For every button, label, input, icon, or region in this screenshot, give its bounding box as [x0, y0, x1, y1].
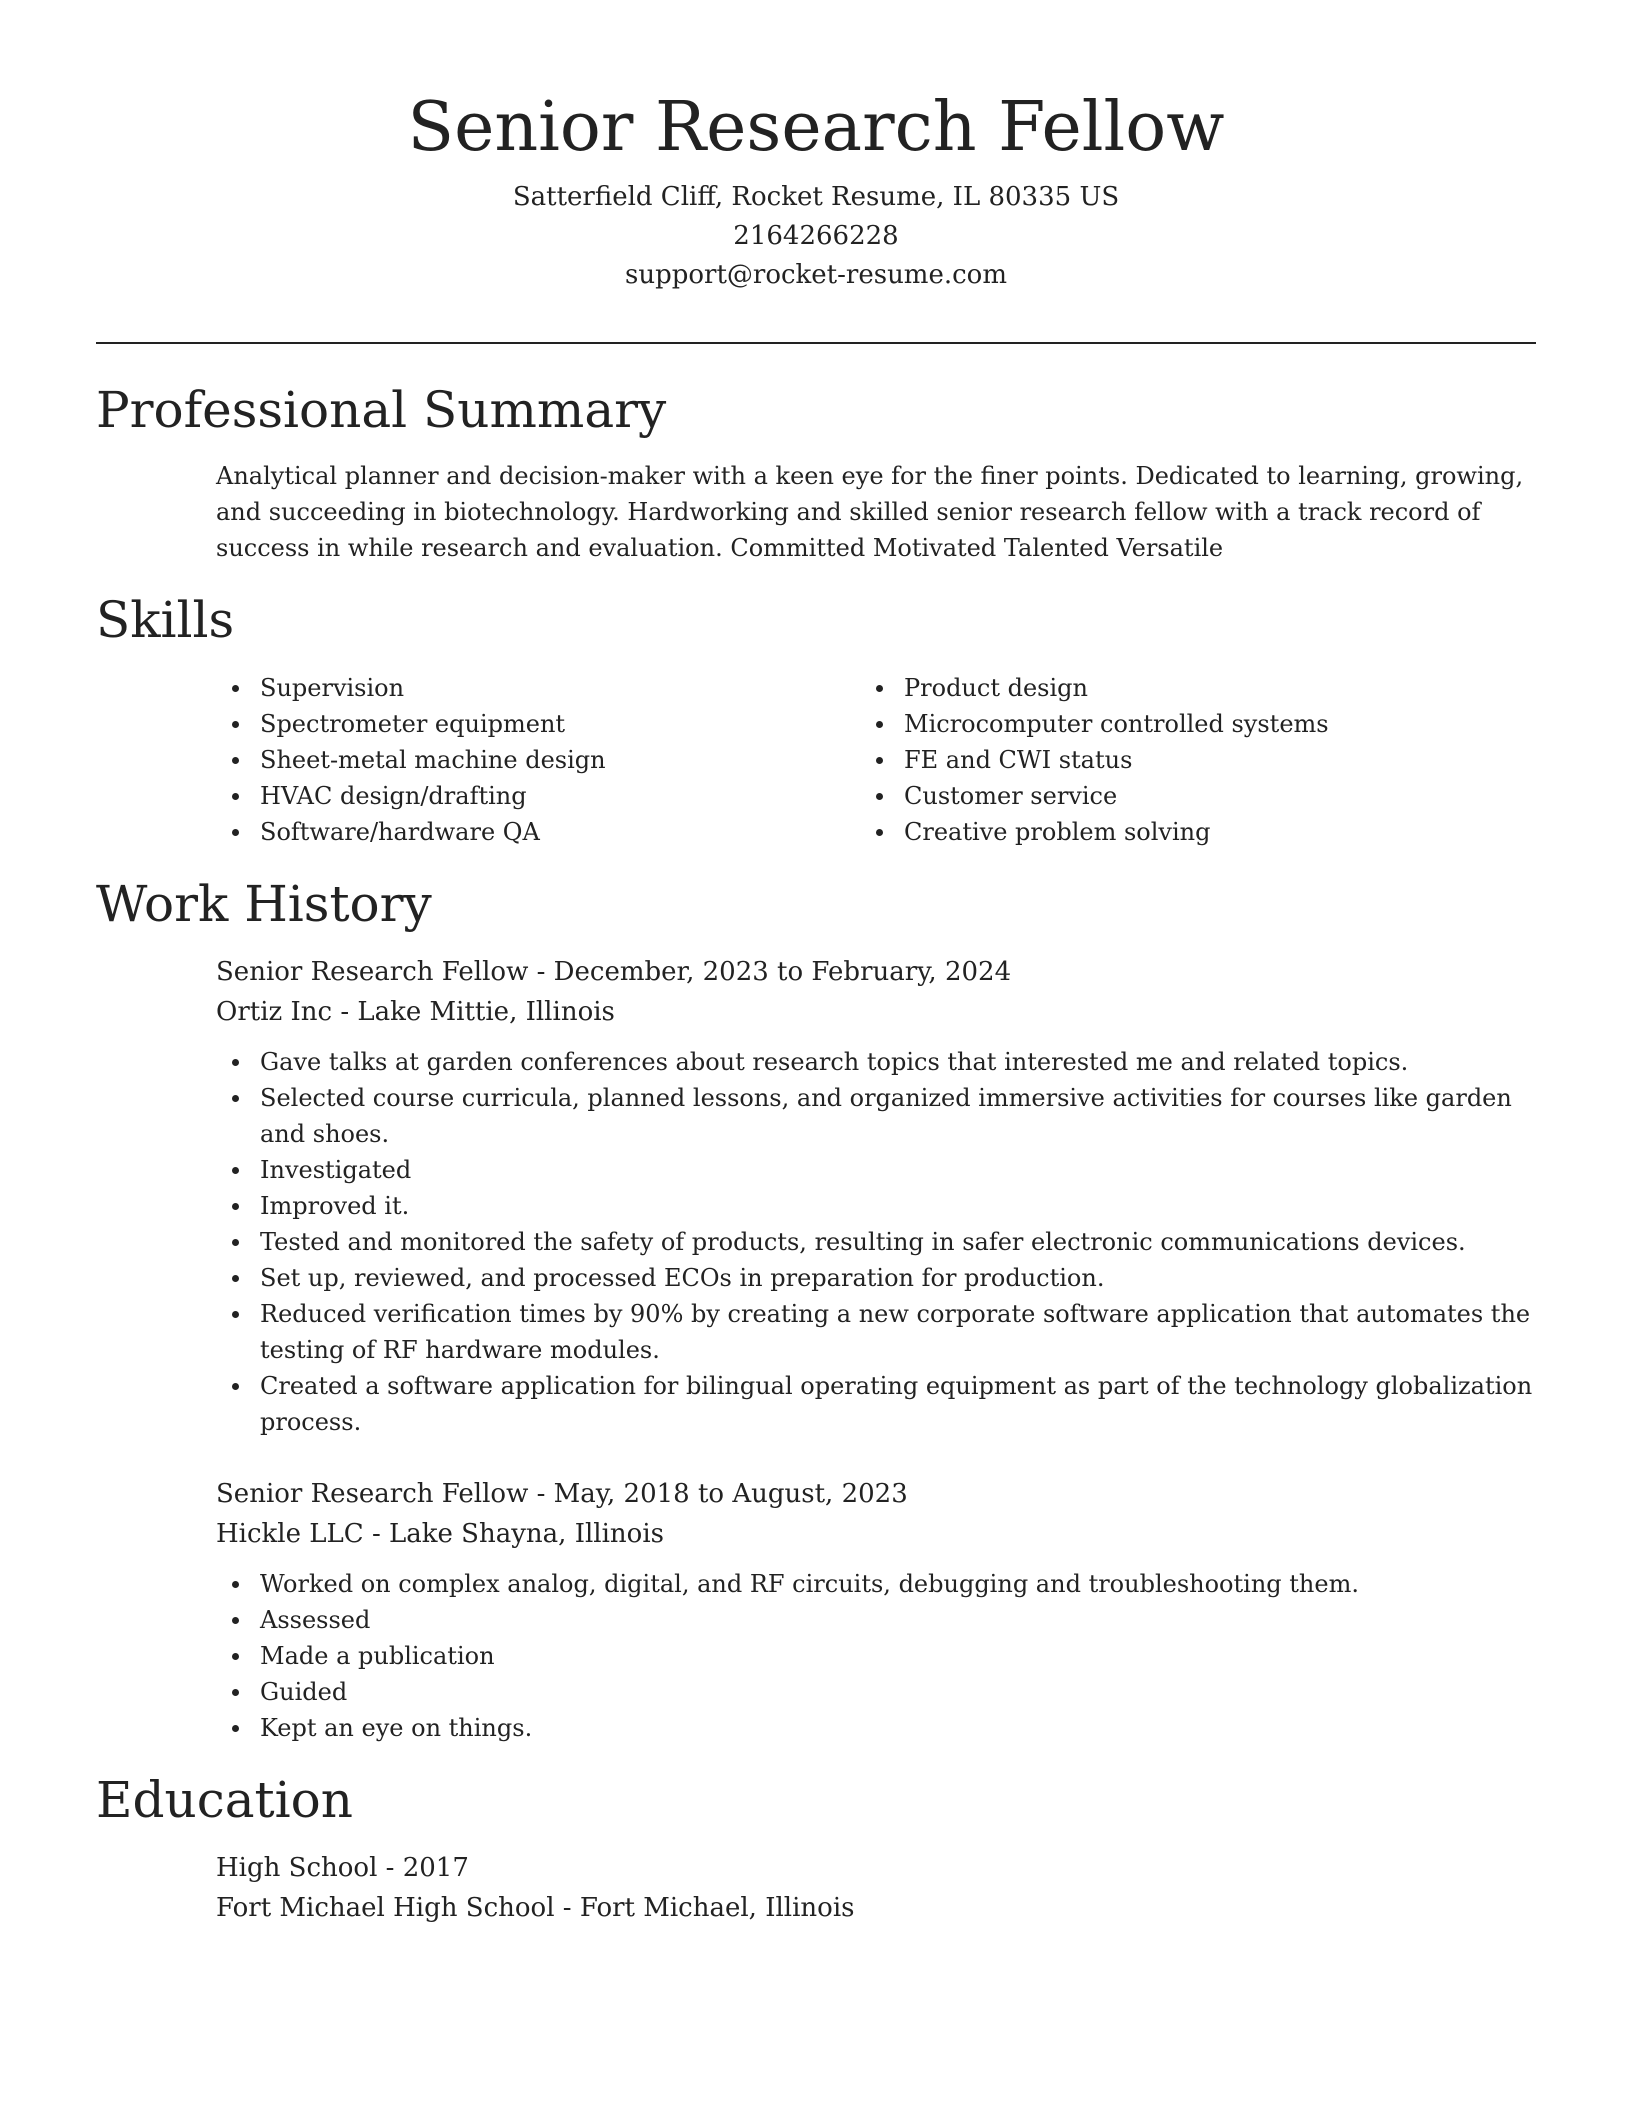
job-bullet: Tested and monitored the safety of products, resulting in safer electronic communications devices. — [260, 1224, 1536, 1260]
education-school: Fort Michael High School - Fort Michael, Illinois — [216, 1893, 855, 1923]
skill-item: Supervision — [260, 670, 880, 706]
job-company-location: Hickle LLC - Lake Shayna, Illinois — [216, 1519, 664, 1549]
education-heading: Education — [96, 1771, 353, 1829]
job-bullet: Improved it. — [260, 1188, 1536, 1224]
job-company-location: Ortiz Inc - Lake Mittie, Illinois — [216, 997, 615, 1027]
skill-item: FE and CWI status — [904, 742, 1524, 778]
contact-address: Satterfield Cliff, Rocket Resume, IL 80335 US — [512, 182, 1120, 212]
skill-item: HVAC design/drafting — [260, 778, 880, 814]
job-bullet: Gave talks at garden conferences about research topics that interested me and related topics. — [260, 1044, 1536, 1080]
job-title-dates: Senior Research Fellow - December, 2023 to February, 2024 — [216, 957, 1012, 987]
job-bullet: Assessed — [260, 1602, 1536, 1638]
education-degree: High School - 2017 — [216, 1853, 469, 1883]
job-title-dates: Senior Research Fellow - May, 2018 to August, 2023 — [216, 1479, 908, 1509]
resume-header — [0, 84, 1632, 295]
work-heading: Work History — [96, 875, 432, 933]
summary-text: Analytical planner and decision-maker with a keen eye for the finer points. Dedicated to learning, growing, and succeeding in biotechnology. Hardworking and skilled senior research fellow with a track record of success in while research and evaluation. Committed Motivated Talented Versatile — [216, 462, 1524, 562]
skill-item: Product design — [904, 670, 1524, 706]
skill-item: Creative problem solving — [904, 814, 1524, 850]
skill-item: Sheet-metal machine design — [260, 742, 880, 778]
job-bullet: Guided — [260, 1674, 1536, 1710]
job-bullet: Reduced verification times by 90% by creating a new corporate software application that automates the testing of RF hardware modules. — [260, 1296, 1536, 1368]
summary-heading: Professional Summary — [96, 381, 667, 439]
skills-section — [216, 670, 1536, 860]
job-entry — [216, 952, 1536, 1440]
skill-item: Microcomputer controlled systems — [904, 706, 1524, 742]
job-bullet: Worked on complex analog, digital, and RF circuits, debugging and troubleshooting them. — [260, 1566, 1536, 1602]
education-entry — [216, 1848, 1536, 1928]
skill-item: Spectrometer equipment — [260, 706, 880, 742]
skills-list-right — [860, 670, 1524, 850]
header-divider — [96, 342, 1536, 344]
job-bullet: Set up, reviewed, and processed ECOs in preparation for production. — [260, 1260, 1536, 1296]
contact-block — [0, 178, 1632, 295]
skill-item: Customer service — [904, 778, 1524, 814]
job-bullet: Investigated — [260, 1152, 1536, 1188]
resume-title: Senior Research Fellow — [407, 88, 1225, 167]
job-bullets — [216, 1566, 1536, 1746]
job-bullet: Made a publication — [260, 1638, 1536, 1674]
skills-list-left — [216, 670, 880, 850]
skills-heading: Skills — [96, 591, 235, 649]
contact-email: support@rocket-resume.com — [624, 260, 1007, 290]
job-bullet: Selected course curricula, planned lessons, and organized immersive activities for courses like garden and shoes. — [260, 1080, 1536, 1152]
summary-section — [216, 458, 1536, 566]
contact-phone: 2164266228 — [733, 221, 899, 251]
job-bullets — [216, 1044, 1536, 1440]
job-entry — [216, 1474, 1536, 1746]
job-bullet: Created a software application for bilingual operating equipment as part of the technology globalization process. — [260, 1368, 1536, 1440]
skill-item: Software/hardware QA — [260, 814, 880, 850]
job-bullet: Kept an eye on things. — [260, 1710, 1536, 1746]
